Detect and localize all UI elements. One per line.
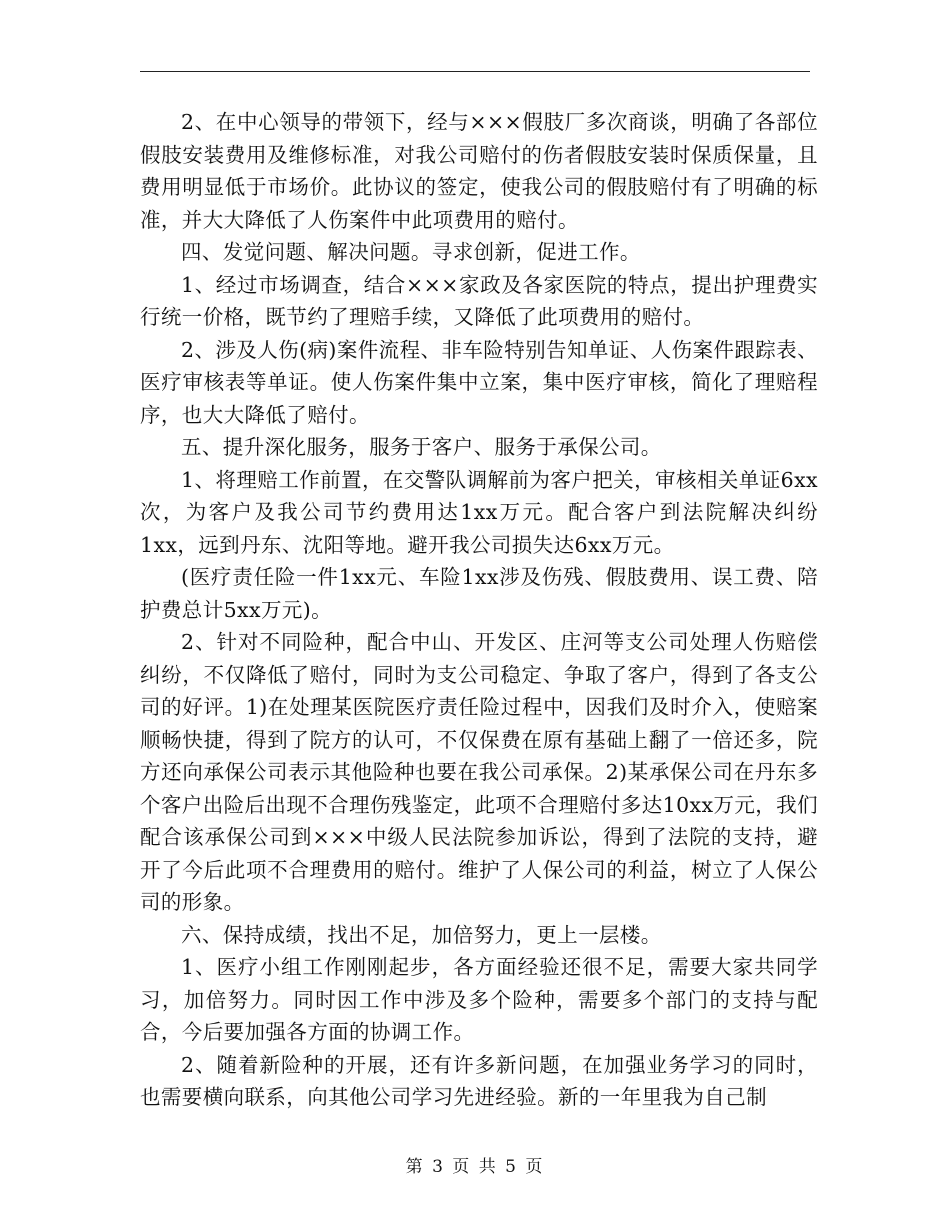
header-rule xyxy=(140,71,810,72)
paragraph: 2、在中心领导的带领下，经与×××假肢厂多次商谈，明确了各部位假肢安装费用及维修标准，对我公司赔付的伤者假肢安装时保质保量，且费用明显低于市场价。此协议的签定，使我公司的假肢赔付有了明确的标准，并大大降低了人伤案件中此项费用的赔付。 xyxy=(140,110,818,232)
paragraph: (医疗责任险一件1xx元、车险1xx涉及伤残、假肢费用、误工费、陪护费总计5xx万元)。 xyxy=(140,565,818,622)
section-heading: 五、提升深化服务，服务于客户、服务于承保公司。 xyxy=(181,435,662,459)
paragraph: 2、涉及人伤(病)案件流程、非车险特别告知单证、人伤案件跟踪表、医疗审核表等单证。使人伤案件集中立案，集中医疗审核，简化了理赔程序，也大大降低了赔付。 xyxy=(140,337,818,427)
paragraph: 2、针对不同险种，配合中山、开发区、庄河等支公司处理人伤赔偿纠纷，不仅降低了赔付，同时为支公司稳定、争取了客户，得到了各支公司的好评。1)在处理某医院医疗责任险过程中，因我们及时介入，使赔案顺畅快捷，得到了院方的认可，不仅保费在原有基础上翻了一倍还多，院方还向承保公司表示其他险种也要在我公司承保。2)某承保公司在丹东多个客户出险后出现不合理伤残鉴定，此项不合理赔付多达10xx万元，我们配合该承保公司到×××中级人民法院参加诉讼，得到了法院的支持，避开了今后此项不合理费用的赔付。维护了人保公司的利益，树立了人保公司的形象。 xyxy=(140,630,818,914)
paragraph: 1、医疗小组工作刚刚起步，各方面经验还很不足，需要大家共同学习，加倍努力。同时因工作中涉及多个险种，需要多个部门的支持与配合，今后要加强各方面的协调工作。 xyxy=(140,955,818,1044)
document-body xyxy=(140,106,818,1114)
section-heading: 四、发觉问题、解决问题。寻求创新，促进工作。 xyxy=(181,240,641,264)
paragraph: 2、随着新险种的开展，还有许多新问题，在加强业务学习的同时，也需要横向联系，向其他公司学习先进经验。新的一年里我为自己制 xyxy=(140,1052,818,1109)
section-heading: 六、保持成绩，找出不足，加倍努力，更上一层楼。 xyxy=(181,922,662,947)
paragraph: 1、将理赔工作前置，在交警队调解前为客户把关，审核相关单证6xx次，为客户及我公司节约费用达1xx万元。配合客户到法院解决纠纷1xx，远到丹东、沈阳等地。避开我公司损失达6xx万元。 xyxy=(140,467,818,557)
paragraph: 1、经过市场调查，结合×××家政及各家医院的特点，提出护理费实行统一价格，既节约了理赔手续，又降低了此项费用的赔付。 xyxy=(140,272,818,329)
page-number: 第 3 页 共 5 页 xyxy=(405,1157,545,1177)
